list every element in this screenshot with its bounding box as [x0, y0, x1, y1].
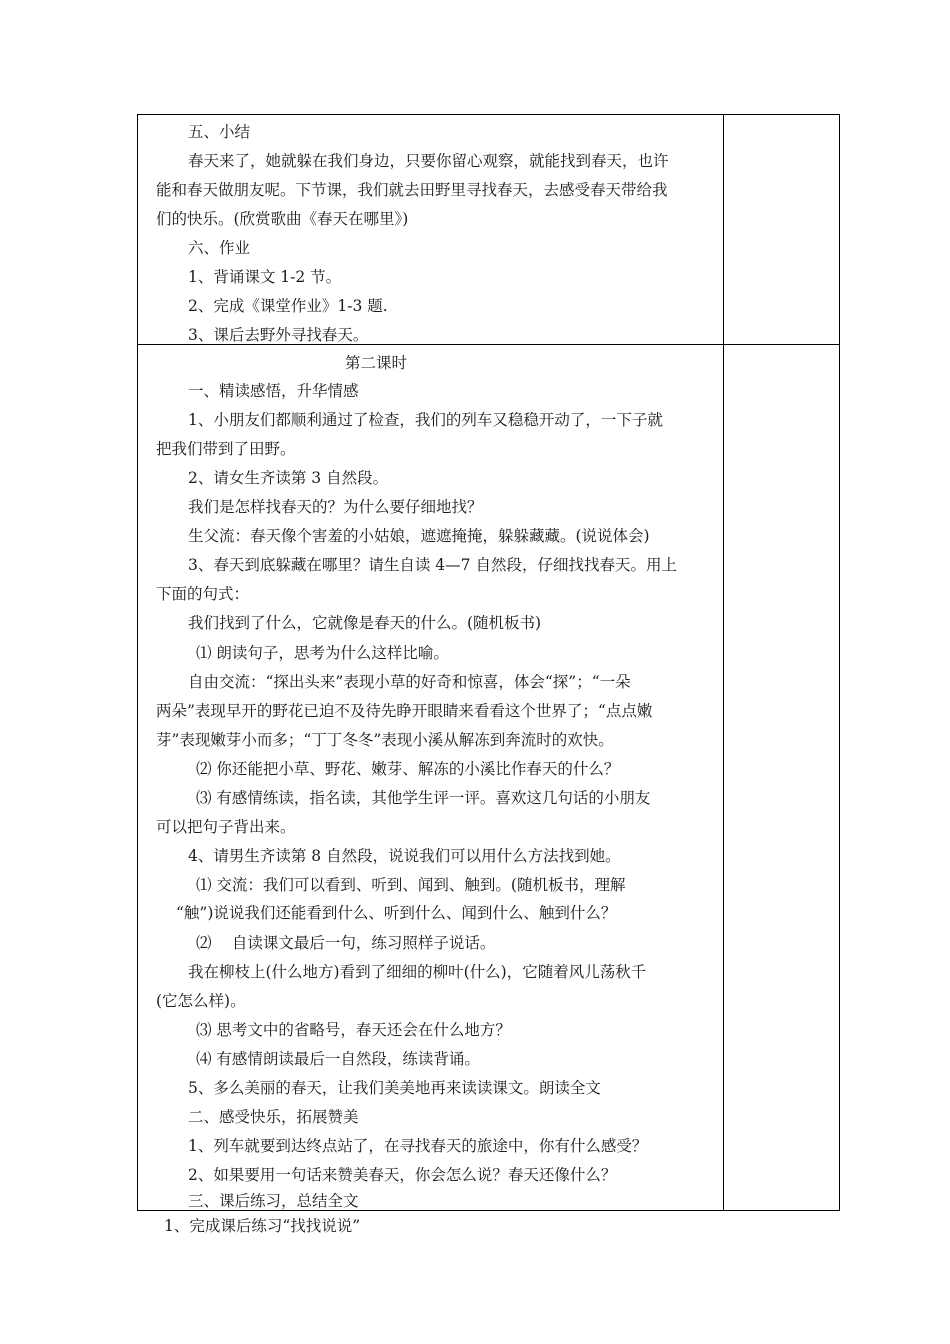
heading-line: 三、课后练习，总结全文: [188, 1192, 359, 1210]
paragraph-line: ⑴ 朗读句子，思考为什么这样比喻。: [196, 644, 449, 662]
paragraph-line: 春天来了，她就躲在我们身边，只要你留心观察，就能找到春天，也许: [188, 152, 669, 170]
paragraph-line: ⑶ 思考文中的省略号，春天还会在什么地方？: [196, 1021, 511, 1039]
heading-homework: 六、作业: [188, 239, 251, 257]
paragraph-line: 可以把句子背出来。: [156, 818, 296, 836]
paragraph-line: (它怎么样)。: [156, 992, 246, 1010]
paragraph-line: 1、列车就要到达终点站了，在寻找春天的旅途中，你有什么感受？: [188, 1137, 648, 1155]
paragraph-line: 能和春天做朋友呢。下节课，我们就去田野里寻找春天，去感受春天带给我: [156, 181, 668, 199]
paragraph-line: 我们是怎样找春天的？为什么要仔细地找？: [188, 498, 483, 516]
heading-line: 二、感受快乐，拓展赞美: [188, 1108, 359, 1126]
homework-item: 1、背诵课文 1-2 节。: [188, 268, 342, 286]
paragraph-line: 3、春天到底躲藏在哪里？请生自读 4—7 自然段，仔细找找春天。用上: [188, 556, 677, 574]
homework-item: 2、完成《课堂作业》1-3 题.: [188, 297, 388, 315]
paragraph-line: 两朵”表现早开的野花已迫不及待先睁开眼睛来看看这个世界了；“点点嫩: [156, 702, 653, 720]
paragraph-line: ⑵ 你还能把小草、野花、嫩芽、解冻的小溪比作春天的什么？: [196, 760, 620, 778]
paragraph-line: 自由交流：“探出头来”表现小草的好奇和惊喜，体会“探”；“一朵: [188, 673, 631, 691]
paragraph-line: 2、如果要用一句话来赞美春天，你会怎么说？春天还像什么？: [188, 1166, 617, 1184]
paragraph-line: 下面的句式：: [156, 585, 250, 603]
paragraph-line: ⑷ 有感情朗读最后一自然段，练读背诵。: [196, 1050, 480, 1068]
paragraph-line: “触”)说说我们还能看到什么、听到什么、闻到什么、触到什么？: [176, 904, 617, 922]
homework-item: 3、课后去野外寻找春天。: [188, 326, 369, 344]
paragraph-line: 5、多么美丽的春天，让我们美美地再来读读课文。朗读全文: [188, 1079, 601, 1097]
section-title: 第二课时: [345, 354, 408, 372]
paragraph-line: 芽”表现嫩芽小而多；“丁丁冬冬”表现小溪从解冻到奔流时的欢快。: [156, 731, 614, 749]
paragraph-line: ⑵ 自读课文最后一句，练习照样子说话。: [196, 934, 496, 952]
paragraph-line: 1、小朋友们都顺利通过了检查，我们的列车又稳稳开动了，一下子就: [188, 411, 663, 429]
paragraph-line: 把我们带到了田野。: [156, 440, 296, 458]
paragraph-line: ⑶ 有感情练读，指名读，其他学生评一评。喜欢这几句话的小朋友: [196, 789, 651, 807]
paragraph-line: 们的快乐。(欣赏歌曲《春天在哪里》): [156, 210, 409, 228]
paragraph-line: ⑴ 交流：我们可以看到、听到、闻到、触到。(随机板书，理解: [196, 876, 626, 894]
paragraph-line: 生父流：春天像个害羞的小姑娘，遮遮掩掩，躲躲藏藏。(说说体会): [188, 527, 650, 545]
paragraph-line: 4、请男生齐读第 8 自然段，说说我们可以用什么方法找到她。: [188, 847, 621, 865]
exercise-line: 1、完成课后练习“找找说说”: [164, 1217, 361, 1235]
heading-summary: 五、小结: [188, 123, 251, 141]
heading-line: 一、精读感悟，升华情感: [188, 382, 359, 400]
paragraph-line: 我在柳枝上(什么地方)看到了细细的柳叶(什么)，它随着风儿荡秋千: [188, 963, 647, 981]
notes-cell-2: [722, 344, 840, 1210]
paragraph-line: 我们找到了什么，它就像是春天的什么。(随机板书): [188, 614, 542, 632]
paragraph-line: 2、请女生齐读第 3 自然段。: [188, 469, 389, 487]
notes-cell-1: [722, 114, 840, 344]
